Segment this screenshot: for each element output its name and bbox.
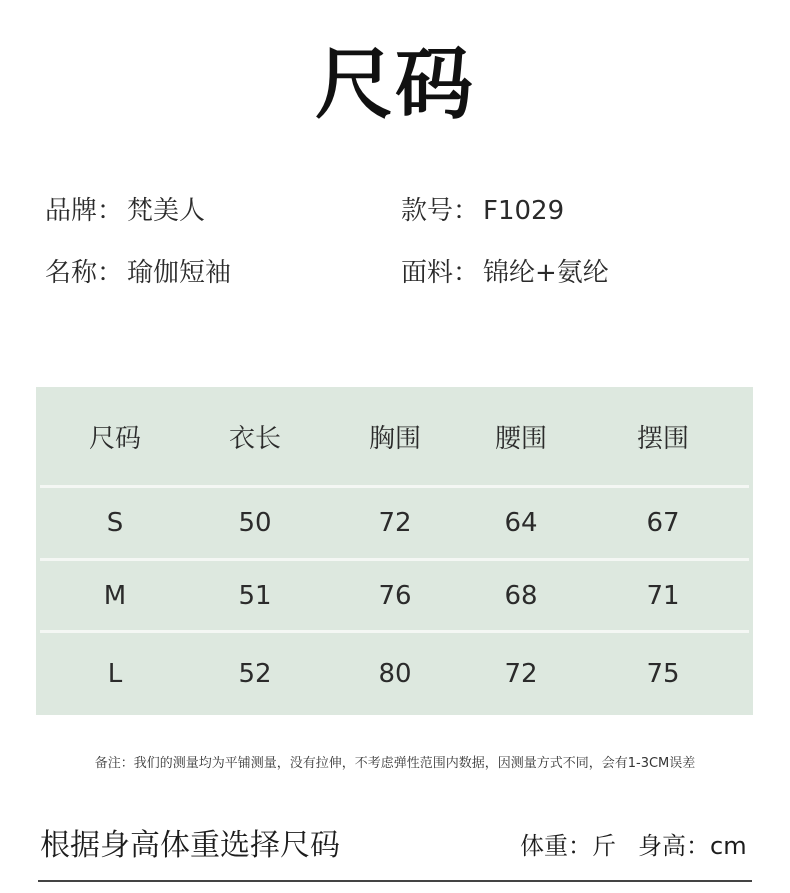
brand-label: 品牌：: [45, 196, 124, 226]
table-cell: 76: [378, 581, 412, 611]
weight-unit-label: 体重：斤: [520, 832, 616, 860]
table-cell: 68: [504, 581, 538, 611]
brand-info: [45, 190, 205, 227]
fabric-value: 锦纶+氨纶: [483, 258, 609, 288]
table-cell: 75: [646, 659, 680, 689]
fabric-info: [401, 252, 609, 289]
bottom-divider: [38, 880, 752, 882]
table-cell: M: [103, 581, 127, 611]
size-table: [36, 387, 753, 715]
table-row: [40, 561, 749, 631]
name-info: [45, 252, 231, 289]
fabric-label: 面料：: [401, 258, 480, 288]
table-cell: 50: [238, 508, 272, 538]
header-cell-chest: 胸围: [368, 423, 421, 454]
measurement-note: 备注：我们的测量均为平铺测量，没有拉伸，不考虑弹性范围内数据，因测量方式不同，会有1-3CM误差: [94, 756, 696, 771]
header-cell-size: 尺码: [88, 423, 141, 454]
table-cell: 52: [238, 659, 272, 689]
table-cell: 72: [378, 508, 412, 538]
table-cell: 51: [238, 581, 272, 611]
page-title: 尺码: [314, 40, 475, 130]
table-cell: 64: [504, 508, 538, 538]
size-guide-title: 根据身高体重选择尺码: [40, 828, 340, 863]
table-cell: 67: [646, 508, 680, 538]
table-header-row: [40, 387, 749, 485]
table-row: [40, 633, 749, 715]
model-label: 款号：: [401, 196, 480, 226]
table-cell: 72: [504, 659, 538, 689]
model-info: [401, 190, 564, 227]
header-cell-length: 衣长: [228, 423, 281, 454]
name-value: 瑜伽短袖: [127, 258, 232, 288]
table-cell: 71: [646, 581, 680, 611]
table-cell: 80: [378, 659, 412, 689]
model-value: F1029: [483, 196, 565, 226]
header-cell-waist: 腰围: [494, 423, 547, 454]
name-label: 名称：: [45, 258, 124, 288]
table-cell: S: [106, 508, 124, 538]
header-cell-hem: 摆围: [636, 423, 689, 454]
table-cell: L: [107, 659, 123, 689]
height-unit-label: 身高：cm: [638, 832, 747, 860]
brand-value: 梵美人: [127, 196, 206, 226]
table-row: [40, 488, 749, 558]
